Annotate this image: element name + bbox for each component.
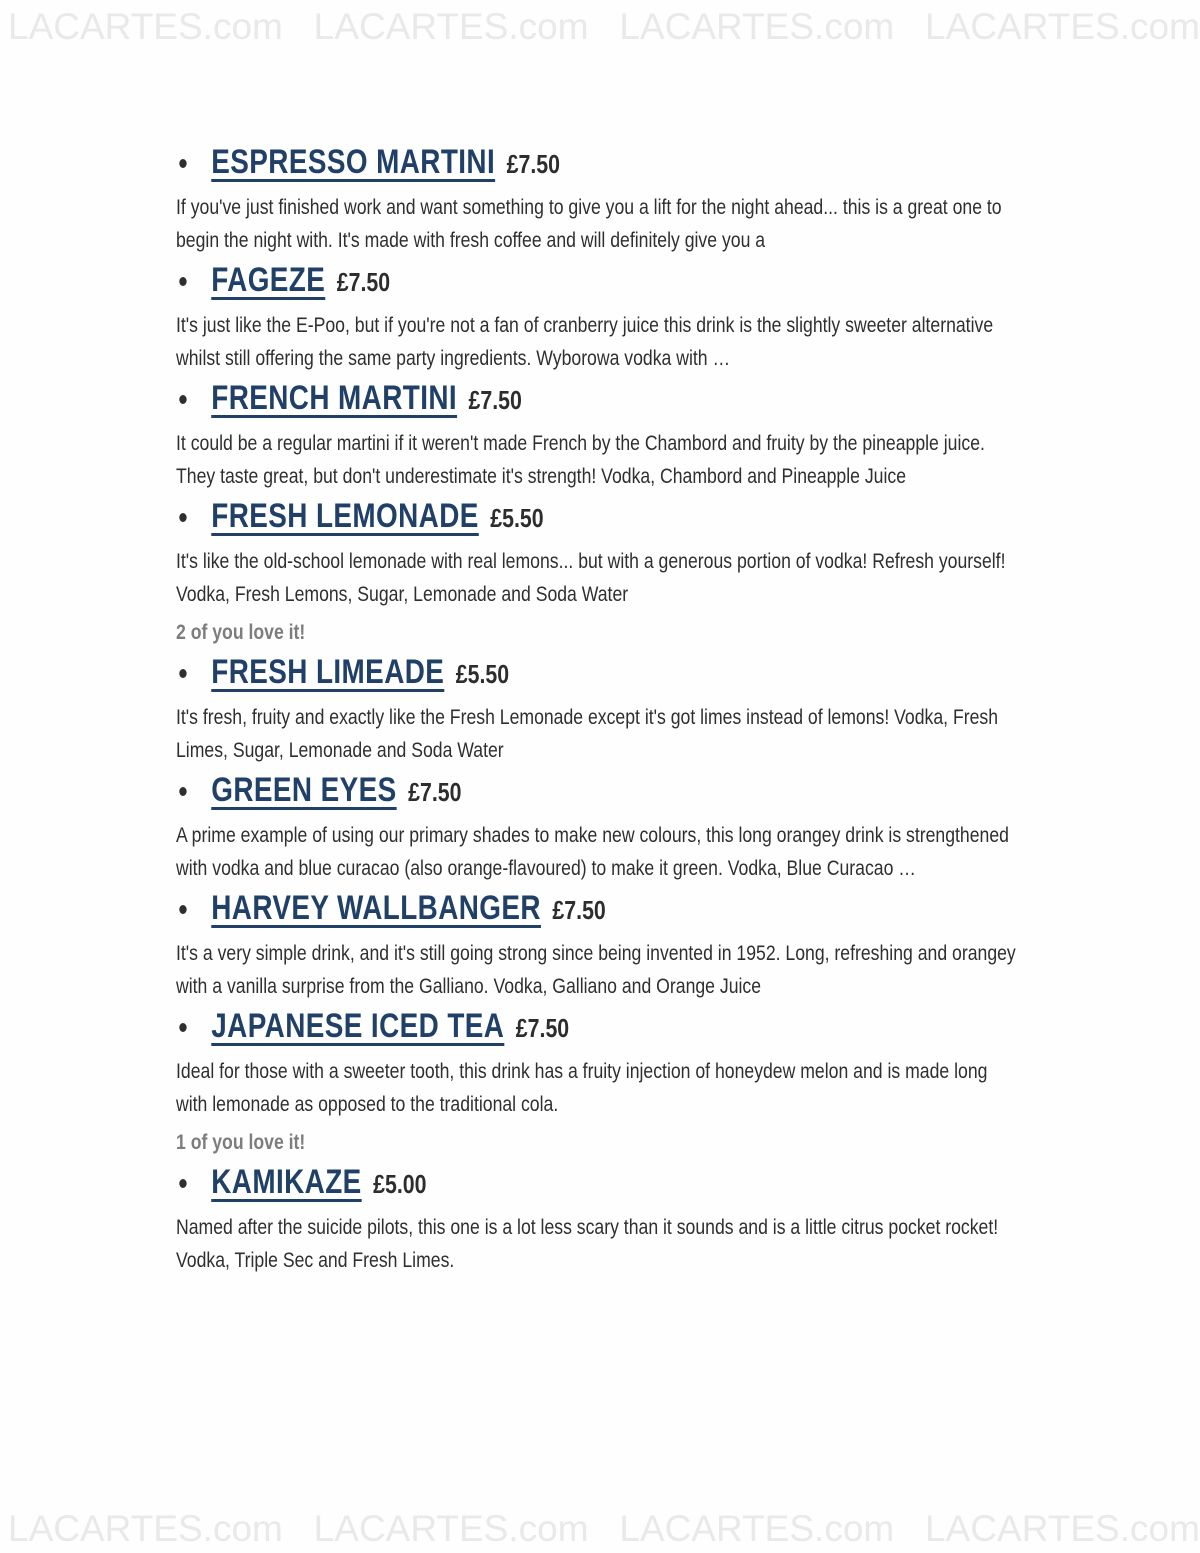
menu-item-harvey-wallbanger	[176, 891, 1021, 1003]
cocktail-name-link[interactable]: FRESH LIMEADE	[211, 653, 445, 691]
watermark-bottom: LACARTES.com LACARTES.com LACARTES.com LACARTES.com	[8, 1508, 1200, 1549]
cocktail-menu-list	[176, 145, 1021, 1277]
item-description: It's like the old-school lemonade with real lemons... but with a generous portion of vodka! Refresh yourself! Vodka, Fresh Lemons, Sugar, Lemonade and Soda Water	[176, 549, 1006, 606]
love-count-label: 1 of you love it!	[176, 1130, 306, 1154]
menu-item-fresh-lemonade	[176, 499, 1021, 649]
bullet-icon	[179, 159, 186, 168]
bullet-icon	[179, 905, 186, 914]
item-heading	[176, 145, 1021, 181]
item-heading	[176, 1009, 1021, 1045]
price-label: £7.50	[515, 1013, 570, 1043]
item-heading	[176, 1165, 1021, 1201]
item-heading	[176, 263, 1021, 299]
item-heading	[176, 381, 1021, 417]
item-description: Named after the suicide pilots, this one is a lot less scary than it sounds and is a little citrus pocket rocket! Vodka, Triple Sec and Fresh Limes.	[176, 1215, 999, 1272]
bullet-icon	[179, 395, 186, 404]
cocktail-name-link[interactable]: FRESH LEMONADE	[211, 497, 479, 535]
cocktail-name-link[interactable]: HARVEY WALLBANGER	[211, 889, 541, 927]
cocktail-name-link[interactable]: ESPRESSO MARTINI	[211, 143, 496, 181]
price-label: £7.50	[408, 777, 462, 807]
cocktail-name-link[interactable]: JAPANESE ICED TEA	[211, 1007, 505, 1045]
item-description: It's a very simple drink, and it's still going strong since being invented in 1952. Long, refreshing and orangey with a vanilla surprise from the Galliano. Vodka, Galliano and Orange Juice	[176, 941, 1016, 998]
cocktail-name-link[interactable]: FAGEZE	[211, 261, 326, 299]
price-label: £7.50	[468, 385, 522, 415]
price-label: £7.50	[552, 895, 606, 925]
price-label: £5.50	[490, 503, 544, 533]
menu-item-kamikaze	[176, 1165, 1021, 1277]
cocktail-name-link[interactable]: KAMIKAZE	[211, 1163, 362, 1201]
menu-item-green-eyes	[176, 773, 1021, 885]
menu-item-french-martini	[176, 381, 1021, 493]
item-heading	[176, 655, 1021, 691]
bullet-icon	[179, 787, 186, 796]
bullet-icon	[179, 1179, 186, 1188]
menu-content	[176, 145, 1021, 1283]
item-description: It's just like the E-Poo, but if you're not a fan of cranberry juice this drink is the slightly sweeter alternative whilst still offering the same party ingredients. Wyborowa vodka with …	[176, 313, 994, 370]
item-description: A prime example of using our primary shades to make new colours, this long orangey drink is strengthened with vodka and blue curacao (also orange-flavoured) to make it green. Vodka, Blue Curacao …	[176, 823, 1009, 880]
cocktail-name-link[interactable]: FRENCH MARTINI	[211, 379, 458, 417]
price-label: £7.50	[336, 267, 391, 297]
item-heading	[176, 891, 1021, 927]
bullet-icon	[179, 669, 186, 678]
menu-item-japanese-iced-tea	[176, 1009, 1021, 1159]
price-label: £5.00	[373, 1169, 427, 1199]
item-description: If you've just finished work and want something to give you a lift for the night ahead... this is a great one to begin the night with. It's made with fresh coffee and will definitely give you a	[176, 195, 1002, 252]
menu-item-fresh-limeade	[176, 655, 1021, 767]
item-heading	[176, 499, 1021, 535]
menu-item-fageze	[176, 263, 1021, 375]
price-label: £7.50	[506, 149, 560, 179]
item-heading	[176, 773, 1021, 809]
bullet-icon	[179, 277, 186, 286]
cocktail-name-link[interactable]: GREEN EYES	[211, 771, 397, 809]
menu-item-espresso-martini	[176, 145, 1021, 257]
item-description: It's fresh, fruity and exactly like the Fresh Lemonade except it's got limes instead of lemons! Vodka, Fresh Limes, Sugar, Lemonade and Soda Water	[176, 705, 999, 762]
item-description: It could be a regular martini if it weren't made French by the Chambord and fruity by the pineapple juice. They taste great, but don't underestimate it's strength! Vodka, Chambord and Pineapple Juice	[176, 431, 985, 488]
love-count-label: 2 of you love it!	[176, 620, 306, 644]
watermark-top: LACARTES.com LACARTES.com LACARTES.com LACARTES.com	[8, 6, 1200, 47]
price-label: £5.50	[455, 659, 510, 689]
bullet-icon	[179, 513, 186, 522]
bullet-icon	[179, 1023, 186, 1032]
item-description: Ideal for those with a sweeter tooth, this drink has a fruity injection of honeydew melon and is made long with lemonade as opposed to the traditional cola.	[176, 1059, 988, 1116]
